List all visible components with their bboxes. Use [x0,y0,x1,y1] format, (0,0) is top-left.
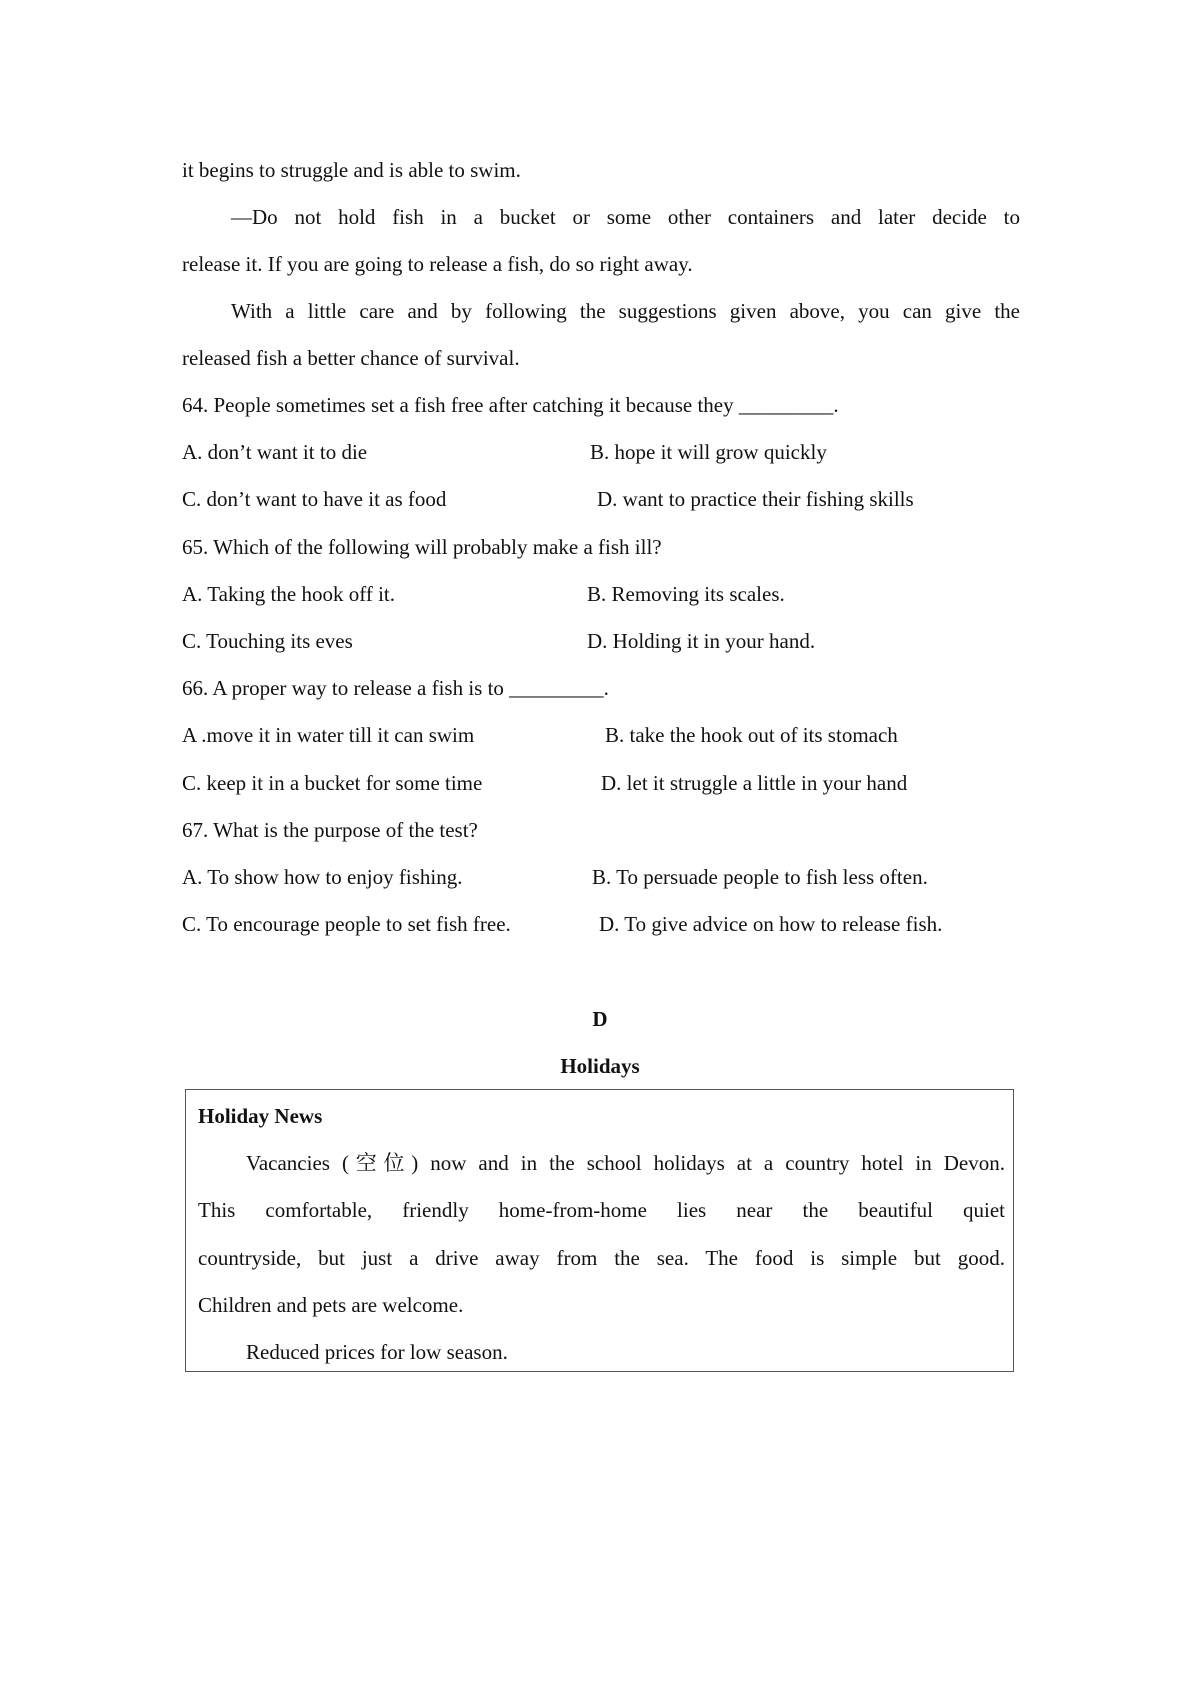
question-stem: 67. What is the purpose of the test? [182,818,478,842]
option-b: B. To persuade people to fish less often. [592,865,928,889]
passage-line: release it. If you are going to release a fish, do so right away. [182,252,693,276]
option-c: C. To encourage people to set fish free. [182,912,511,936]
option-d: D. let it struggle a little in your hand [601,771,908,795]
box-text-line: Reduced prices for low season. [246,1340,508,1364]
box-text-line: countryside, but just a drive away from the sea. The food is simple but good. [198,1246,1005,1270]
passage-line: it begins to struggle and is able to swim. [182,158,521,182]
option-b: B. take the hook out of its stomach [605,723,898,747]
option-a: A. don’t want it to die [182,440,368,464]
section-title: Holidays [560,1054,640,1078]
passage-line: With a little care and by following the suggestions given above, you can give the [231,299,1020,323]
option-d: D. Holding it in your hand. [587,629,816,653]
passage-line: —Do not hold fish in a bucket or some other containers and later decide to [231,205,1020,229]
option-a: A. To show how to enjoy fishing. [182,865,463,889]
question-stem: 66. A proper way to release a fish is to _________. [182,676,609,700]
passage-line: released fish a better chance of survival. [182,346,520,370]
holiday-news-box [185,1089,1014,1372]
box-text-line: This comfortable, friendly home-from-home lies near the beautiful quiet [198,1198,1005,1222]
question-stem: 65. Which of the following will probably make a fish ill? [182,535,662,559]
section-letter: D [592,1007,608,1031]
option-a: A .move it in water till it can swim [182,723,475,747]
option-c: C. keep it in a bucket for some time [182,771,483,795]
option-c: C. Touching its eves [182,629,353,653]
question-stem: 64. People sometimes set a fish free after catching it because they _________. [182,393,839,417]
box-text-line: Vacancies (空位) now and in the school holidays at a country hotel in Devon. [246,1151,1005,1175]
option-d: D. To give advice on how to release fish. [599,912,943,936]
option-c: C. don’t want to have it as food [182,487,447,511]
option-d: D. want to practice their fishing skills [597,487,914,511]
box-text-line: Children and pets are welcome. [198,1293,464,1317]
option-b: B. Removing its scales. [587,582,785,606]
box-title: Holiday News [198,1104,323,1128]
option-b: B. hope it will grow quickly [590,440,827,464]
option-a: A. Taking the hook off it. [182,582,395,606]
